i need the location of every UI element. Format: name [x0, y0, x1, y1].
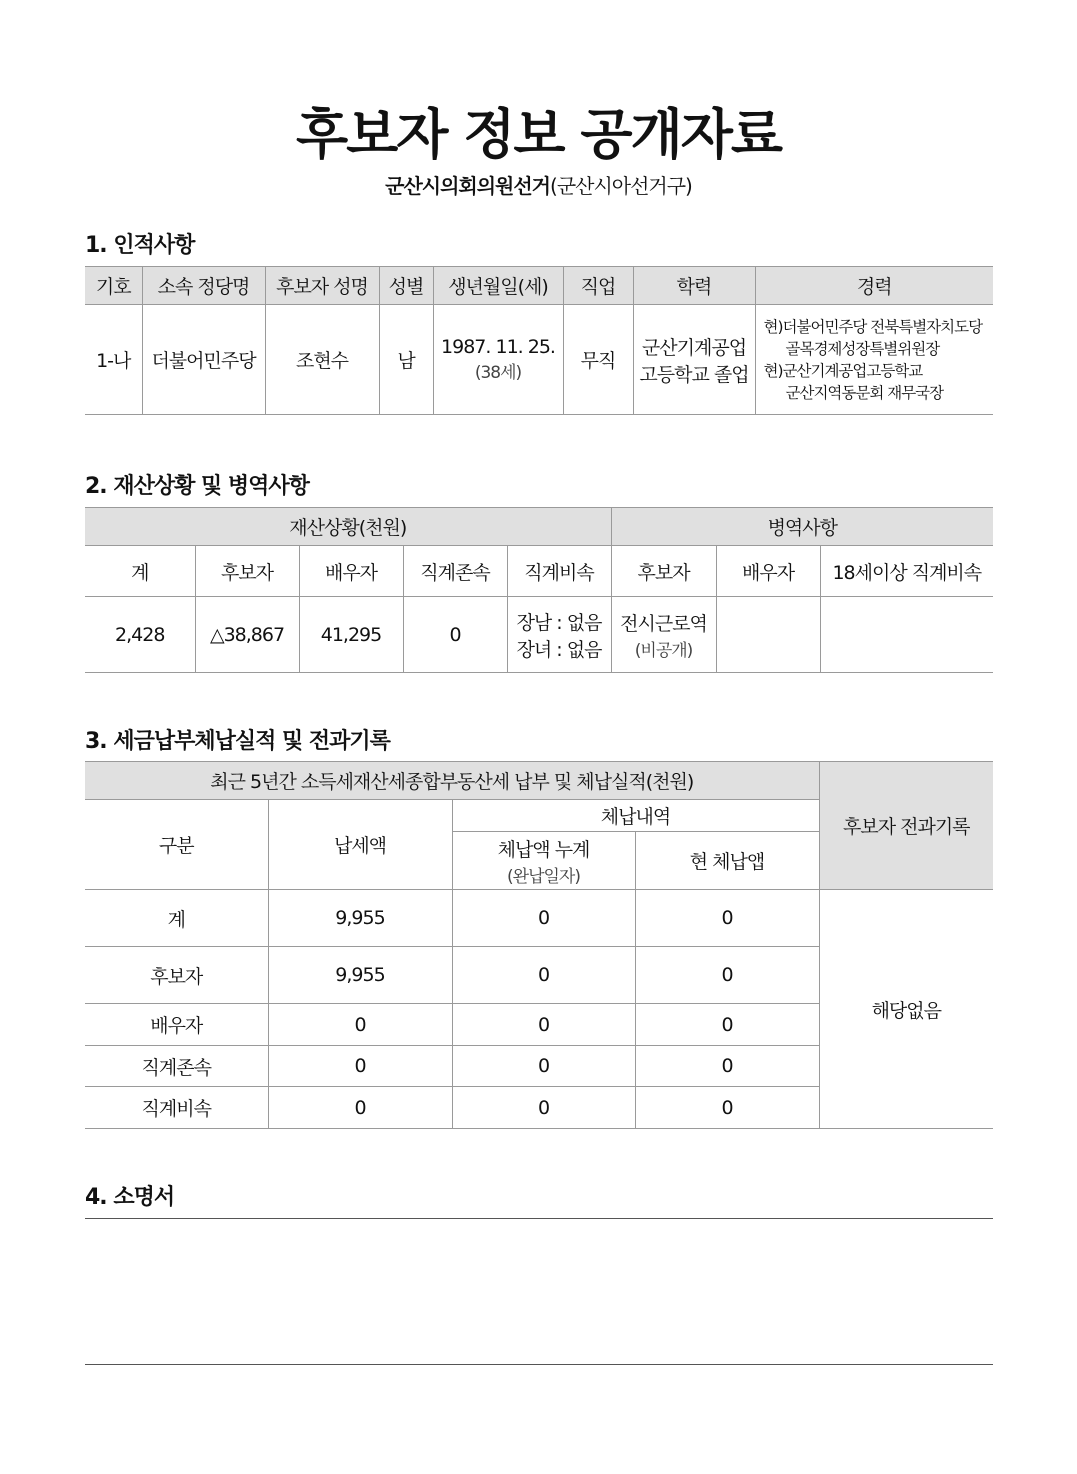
military-spouse — [716, 597, 820, 673]
property-descendant — [507, 597, 611, 673]
tax-criminal-table — [85, 761, 993, 1129]
statement-bottom-divider — [85, 1364, 993, 1365]
tax-row-label: 계 — [85, 890, 268, 947]
personal-info-row — [85, 305, 993, 415]
sub-header-descendant: 직계비속 — [507, 546, 611, 597]
sub-header-military-candidate: 후보자 — [611, 546, 716, 597]
property-military-table — [85, 507, 993, 673]
election-name: 군산시의회의원선거 — [385, 174, 551, 198]
sub-header-total: 계 — [85, 546, 195, 597]
col-category: 구분 — [85, 800, 268, 890]
criminal-record: 해당없음 — [819, 890, 993, 1129]
property-military-row — [85, 597, 993, 673]
col-paid: 납세액 — [268, 800, 452, 890]
tax-row-paid: 0 — [268, 1087, 452, 1129]
col-arrears: 체납내역 — [452, 800, 819, 832]
property-total: 2,428 — [85, 597, 195, 673]
military-header: 병역사항 — [611, 508, 993, 546]
tax-row-paid: 9,955 — [268, 890, 452, 947]
tax-row-paid: 0 — [268, 1046, 452, 1087]
tax-header: 최근 5년간 소득세재산세종합부동산세 납부 및 체납실적(천원) — [85, 762, 819, 800]
col-arrears-cum — [452, 832, 635, 890]
tax-row-cum: 0 — [452, 947, 635, 1004]
candidate-symbol: 1-나 — [85, 305, 142, 415]
candidate-education — [633, 305, 755, 415]
candidate-name: 조현수 — [265, 305, 379, 415]
property-military-group-row — [85, 508, 993, 546]
candidate-career — [755, 305, 993, 415]
candidate-job: 무직 — [563, 305, 633, 415]
career-line2: 골목경제성장특별위원장 — [785, 339, 940, 358]
criminal-header: 후보자 전과기록 — [819, 762, 993, 890]
header-symbol: 기호 — [85, 267, 142, 305]
election-district: (군산시아선거구) — [550, 174, 692, 198]
education-line1: 군산기계공업 — [641, 336, 747, 359]
col-arrears-cum-note: (완납일자) — [507, 866, 580, 887]
personal-info-header-row — [85, 267, 993, 305]
section2-title: 2. 재산상황 및 병역사항 — [85, 474, 309, 499]
sub-header-spouse: 배우자 — [299, 546, 403, 597]
military-candidate — [611, 597, 716, 673]
tax-row-label: 후보자 — [85, 947, 268, 1004]
property-header: 재산상황(천원) — [85, 508, 611, 546]
tax-row-label: 직계존속 — [85, 1046, 268, 1087]
tax-row-label: 직계비속 — [85, 1087, 268, 1129]
col-arrears-cum-label: 체납액 누계 — [497, 838, 590, 861]
header-party: 소속 정당명 — [142, 267, 265, 305]
col-arrears-now: 현 체납앱 — [635, 832, 819, 890]
candidate-birth — [433, 305, 563, 415]
tax-row-cum: 0 — [452, 1046, 635, 1087]
military-candidate-status: 전시근로역 — [620, 612, 707, 635]
tax-row-now: 0 — [635, 947, 819, 1004]
header-name: 후보자 성명 — [265, 267, 379, 305]
career-line4: 군산지역동문회 재무국장 — [785, 383, 944, 402]
table-row — [85, 890, 993, 947]
education-line2: 고등학교 졸업 — [639, 363, 749, 386]
personal-info-table — [85, 266, 993, 415]
property-spouse: 41,295 — [299, 597, 403, 673]
sub-header-candidate: 후보자 — [195, 546, 299, 597]
military-candidate-note: (비공개) — [634, 640, 693, 661]
birth-date: 1987. 11. 25. — [441, 336, 555, 358]
tax-row-label: 배우자 — [85, 1004, 268, 1046]
section3-title: 3. 세금납부체납실적 및 전과기록 — [85, 729, 390, 754]
candidate-party: 더불어민주당 — [142, 305, 265, 415]
tax-row-now: 0 — [635, 890, 819, 947]
sub-header-military-children: 18세이상 직계비속 — [820, 546, 993, 597]
property-candidate: △38,867 — [195, 597, 299, 673]
tax-row-cum: 0 — [452, 1087, 635, 1129]
sub-header-military-spouse: 배우자 — [716, 546, 820, 597]
tax-row-paid: 9,955 — [268, 947, 452, 1004]
sub-header-ascendant: 직계존속 — [403, 546, 507, 597]
career-line3: 현)군산기계공업고등학교 — [763, 361, 923, 380]
tax-row-cum: 0 — [452, 890, 635, 947]
descendant-line1: 장남 : 없음 — [516, 611, 602, 634]
descendant-line2: 장녀 : 없음 — [516, 638, 602, 661]
tax-row-cum: 0 — [452, 1004, 635, 1046]
header-gender: 성별 — [379, 267, 433, 305]
tax-row-now: 0 — [635, 1004, 819, 1046]
section4-title: 4. 소명서 — [85, 1185, 175, 1210]
header-career: 경력 — [755, 267, 993, 305]
candidate-age: (38세) — [474, 363, 522, 383]
property-military-sub-row — [85, 546, 993, 597]
tax-group-row — [85, 762, 993, 800]
page-title: 후보자 정보 공개자료 — [295, 103, 782, 166]
tax-row-now: 0 — [635, 1087, 819, 1129]
career-line1: 현)더불어민주당 전북특별자치도당 — [763, 317, 983, 336]
election-subtitle — [0, 170, 1077, 199]
statement-top-divider — [85, 1218, 993, 1219]
candidate-gender: 남 — [379, 305, 433, 415]
header-birth: 생년월일(세) — [433, 267, 563, 305]
header-education: 학력 — [633, 267, 755, 305]
property-ascendant: 0 — [403, 597, 507, 673]
military-children — [820, 597, 993, 673]
tax-row-paid: 0 — [268, 1004, 452, 1046]
header-job: 직업 — [563, 267, 633, 305]
tax-row-now: 0 — [635, 1046, 819, 1087]
section1-title: 1. 인적사항 — [85, 233, 195, 258]
